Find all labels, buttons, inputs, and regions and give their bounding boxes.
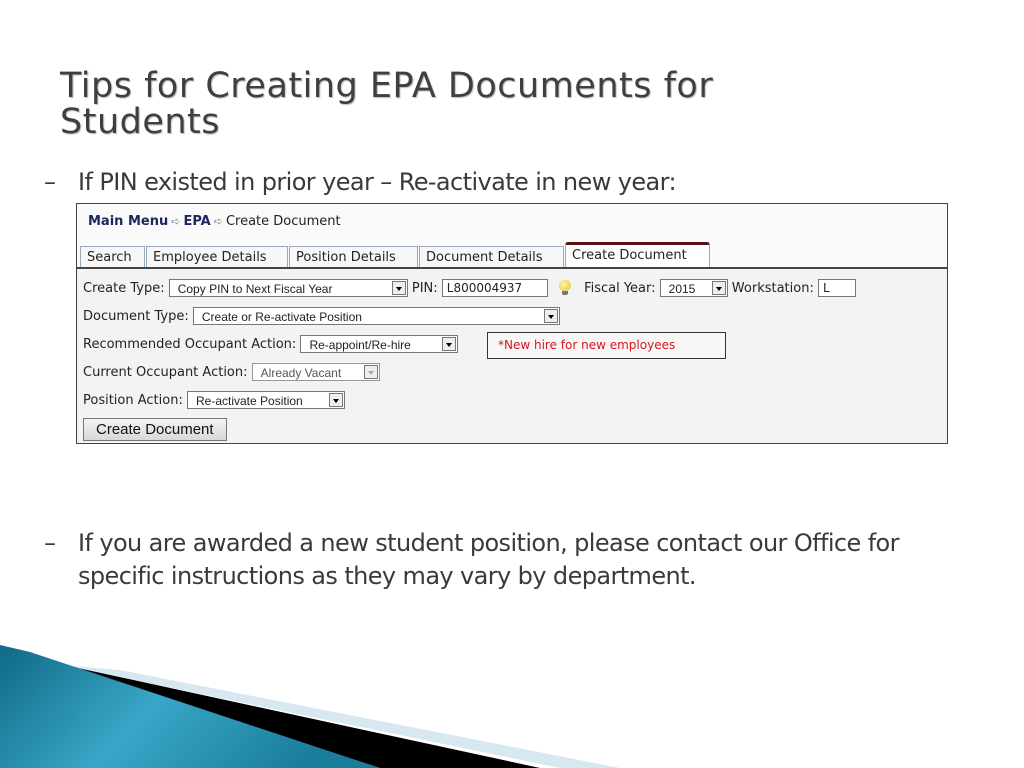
epa-create-document-screenshot (76, 203, 948, 444)
chevron-down-icon (712, 281, 726, 295)
document-type-select[interactable] (193, 307, 560, 325)
dash-bullet-icon: – (44, 529, 56, 557)
create-document-form (77, 269, 947, 443)
decorative-swoosh (0, 630, 1024, 768)
breadcrumb-current: Create Document (225, 214, 341, 229)
create-type-select[interactable] (169, 279, 408, 297)
workstation-input[interactable]: L (818, 279, 856, 297)
position-action-select[interactable] (187, 391, 345, 409)
position-action-value: Re-activate Position (195, 394, 303, 408)
recommended-occupant-action-label: Recommended Occupant Action: (83, 336, 297, 352)
row-document-type (83, 307, 560, 325)
row-create-type (83, 279, 856, 297)
document-type-label: Document Type: (83, 308, 189, 324)
tab-document-details[interactable]: Document Details (419, 246, 564, 267)
bullet-new-position (44, 527, 978, 593)
chevron-down-icon (392, 281, 406, 295)
tab-create-document[interactable]: Create Document (565, 242, 710, 268)
create-document-button[interactable]: Create Document (83, 418, 227, 441)
lightbulb-icon[interactable] (558, 280, 572, 296)
pin-label: PIN: (411, 280, 438, 296)
dash-bullet-icon: – (44, 168, 56, 196)
fiscal-year-label: Fiscal Year: (584, 280, 656, 296)
chevron-down-icon (329, 393, 343, 407)
arrow-right-icon: ➪ (213, 215, 223, 228)
chevron-down-icon (544, 309, 558, 323)
breadcrumb (88, 214, 341, 229)
current-occupant-action-value: Already Vacant (260, 366, 342, 380)
position-action-label: Position Action: (83, 392, 183, 408)
arrow-right-icon: ➪ (171, 215, 181, 228)
bullet-text: If PIN existed in prior year – Re-activate in new year: (78, 168, 676, 196)
current-occupant-action-label: Current Occupant Action: (83, 364, 248, 380)
current-occupant-action-select[interactable] (252, 363, 380, 381)
chevron-down-icon (364, 365, 378, 379)
create-type-label: Create Type: (83, 280, 165, 296)
fiscal-year-value: 2015 (668, 282, 696, 296)
breadcrumb-epa[interactable]: EPA (183, 214, 211, 229)
tab-search[interactable]: Search (80, 246, 145, 267)
document-type-value: Create or Re-activate Position (201, 310, 362, 324)
row-recommended-occupant-action (83, 335, 458, 353)
pin-input[interactable]: L800004937 (442, 279, 548, 297)
create-type-value: Copy PIN to Next Fiscal Year (177, 282, 333, 296)
chevron-down-icon (442, 337, 456, 351)
row-position-action (83, 391, 345, 409)
recommended-occupant-action-value: Re-appoint/Re-hire (309, 338, 411, 352)
tab-employee-details[interactable]: Employee Details (146, 246, 288, 267)
row-current-occupant-action (83, 363, 380, 381)
bullet-text: If you are awarded a new student position, please contact our Office for specific instructions as they may vary by department. (78, 529, 899, 590)
tab-position-details[interactable]: Position Details (289, 246, 418, 267)
new-hire-note: *New hire for new employees (487, 332, 726, 359)
slide-title: Tips for Creating EPA Documents for Students (60, 66, 714, 142)
fiscal-year-select[interactable] (660, 279, 728, 297)
tab-bar (80, 244, 947, 267)
bullet-reactivate (44, 166, 676, 199)
workstation-label: Workstation: (731, 280, 814, 296)
recommended-occupant-action-select[interactable] (300, 335, 458, 353)
breadcrumb-main-menu[interactable]: Main Menu (88, 214, 169, 229)
